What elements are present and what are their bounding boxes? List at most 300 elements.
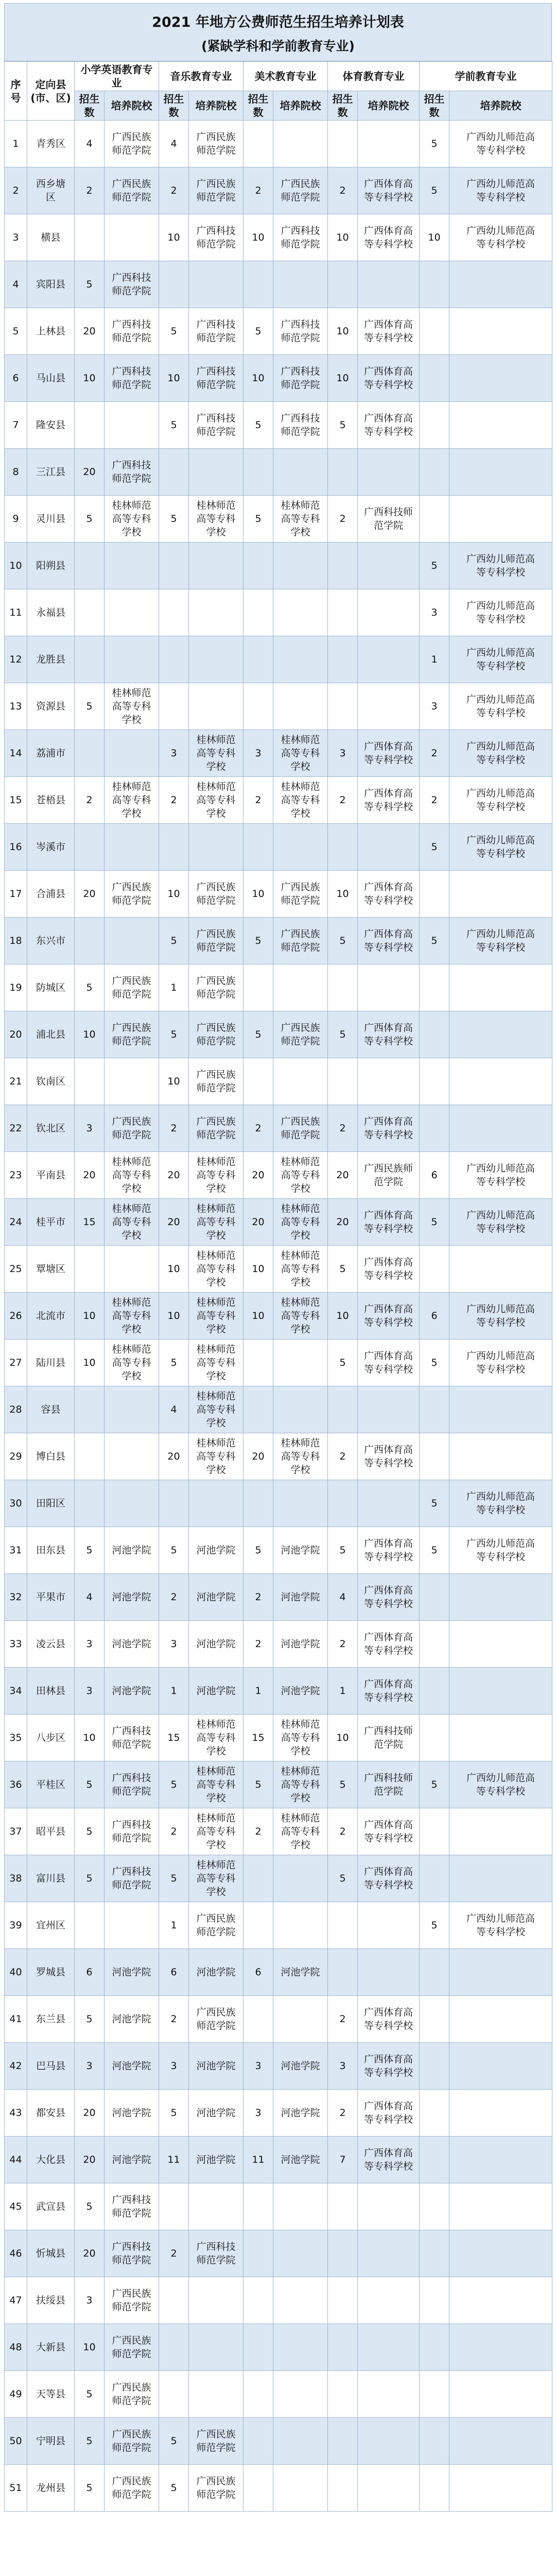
school-cell: 桂林师范 高等专科 学校 xyxy=(189,1152,244,1199)
table-row xyxy=(5,589,552,636)
row-number: 34 xyxy=(5,1668,27,1715)
school-cell xyxy=(189,2183,244,2230)
quota-cell: 20 xyxy=(159,1199,189,1246)
school-cell: 广西体育高 等专科学校 xyxy=(358,1855,420,1902)
school-cell xyxy=(449,1996,552,2043)
school-cell: 河池学院 xyxy=(105,1527,159,1574)
quota-cell: 7 xyxy=(328,2137,358,2183)
quota-cell xyxy=(244,2371,273,2418)
quota-cell: 2 xyxy=(328,1621,358,1668)
school-cell: 桂林师范 高等专科 学校 xyxy=(189,777,244,824)
quota-cell: 20 xyxy=(244,1433,273,1480)
school-cell xyxy=(449,449,552,496)
header-school: 培养院校 xyxy=(273,91,328,121)
school-cell: 河池学院 xyxy=(105,1949,159,1996)
quota-cell xyxy=(420,1058,449,1105)
quota-cell: 3 xyxy=(328,2043,358,2090)
quota-cell xyxy=(75,730,105,777)
school-cell: 广西科技 师范学院 xyxy=(105,308,159,355)
school-cell: 广西民族 师范学院 xyxy=(189,121,244,167)
quota-cell: 5 xyxy=(75,2371,105,2418)
school-cell: 桂林师范 高等专科 学校 xyxy=(273,496,328,543)
quota-cell xyxy=(328,2277,358,2324)
school-cell xyxy=(358,2371,420,2418)
school-cell xyxy=(105,1386,159,1433)
plan-table-body xyxy=(5,121,552,2512)
quota-cell xyxy=(244,589,273,636)
table-row xyxy=(5,1574,552,1621)
table-row xyxy=(5,1527,552,1574)
quota-cell xyxy=(244,261,273,308)
header-quota: 招生数 xyxy=(328,91,358,121)
school-cell xyxy=(449,2043,552,2090)
quota-cell: 6 xyxy=(420,1152,449,1199)
school-cell: 广西体育高 等专科学校 xyxy=(358,1574,420,1621)
school-cell xyxy=(273,543,328,589)
quota-cell: 4 xyxy=(328,1574,358,1621)
quota-cell: 5 xyxy=(328,1011,358,1058)
quota-cell: 20 xyxy=(75,2230,105,2277)
row-number: 39 xyxy=(5,1902,27,1949)
table-row xyxy=(5,2090,552,2137)
quota-cell: 5 xyxy=(244,308,273,355)
quota-cell: 6 xyxy=(75,1949,105,1996)
school-cell: 河池学院 xyxy=(189,2090,244,2137)
quota-cell: 1 xyxy=(328,1668,358,1715)
quota-cell xyxy=(420,1668,449,1715)
region-cell: 凌云县 xyxy=(27,1621,75,1668)
quota-cell: 10 xyxy=(75,1715,105,1761)
school-cell: 桂林师范 高等专科 学校 xyxy=(189,1386,244,1433)
quota-cell xyxy=(328,824,358,871)
school-cell xyxy=(449,496,552,543)
quota-cell: 3 xyxy=(420,589,449,636)
plan-table xyxy=(4,61,552,2512)
school-cell: 广西民族 师范学院 xyxy=(105,167,159,214)
region-cell: 大化县 xyxy=(27,2137,75,2183)
school-cell: 广西幼儿师范高 等专科学校 xyxy=(449,683,552,730)
header-quota: 招生数 xyxy=(159,91,189,121)
quota-cell: 1 xyxy=(244,1668,273,1715)
quota-cell xyxy=(420,2230,449,2277)
school-cell xyxy=(449,1574,552,1621)
school-cell xyxy=(273,2371,328,2418)
quota-cell: 10 xyxy=(244,214,273,261)
school-cell: 河池学院 xyxy=(105,2137,159,2183)
header-quota: 招生数 xyxy=(75,91,105,121)
region-cell: 浦北县 xyxy=(27,1011,75,1058)
school-cell xyxy=(449,964,552,1011)
school-cell: 广西民族 师范学院 xyxy=(189,1011,244,1058)
quota-cell: 5 xyxy=(420,1480,449,1527)
quota-cell xyxy=(244,2324,273,2371)
header-school: 培养院校 xyxy=(358,91,420,121)
quota-cell xyxy=(420,496,449,543)
school-cell xyxy=(189,2277,244,2324)
quota-cell: 5 xyxy=(159,1761,189,1808)
school-cell: 广西民族 师范学院 xyxy=(105,1105,159,1152)
quota-cell: 5 xyxy=(159,1011,189,1058)
school-cell xyxy=(449,1105,552,1152)
school-cell: 广西科技 师范学院 xyxy=(189,355,244,402)
school-cell: 广西体育高 等专科学校 xyxy=(358,1105,420,1152)
title-bar xyxy=(4,3,552,61)
school-cell: 河池学院 xyxy=(105,1621,159,1668)
quota-cell xyxy=(159,683,189,730)
table-row xyxy=(5,261,552,308)
header-quota: 招生数 xyxy=(244,91,273,121)
quota-cell: 2 xyxy=(244,777,273,824)
quota-cell: 5 xyxy=(420,121,449,167)
school-cell: 广西体育高 等专科学校 xyxy=(358,1340,420,1386)
school-cell xyxy=(449,2465,552,2512)
school-cell: 广西科技 师范学院 xyxy=(189,308,244,355)
quota-cell: 3 xyxy=(75,2277,105,2324)
table-row xyxy=(5,918,552,964)
school-cell: 广西民族 师范学院 xyxy=(105,2465,159,2512)
quota-cell: 11 xyxy=(244,2137,273,2183)
quota-cell: 20 xyxy=(75,871,105,918)
school-cell: 桂林师范 高等专科 学校 xyxy=(273,1761,328,1808)
row-number: 1 xyxy=(5,121,27,167)
school-cell xyxy=(358,589,420,636)
table-row xyxy=(5,1058,552,1105)
quota-cell: 5 xyxy=(75,1808,105,1855)
school-cell: 广西体育高 等专科学校 xyxy=(358,2043,420,2090)
school-cell xyxy=(105,214,159,261)
school-cell xyxy=(449,2371,552,2418)
school-cell: 广西体育高 等专科学校 xyxy=(358,1808,420,1855)
school-cell: 广西民族 师范学院 xyxy=(273,167,328,214)
quota-cell xyxy=(328,2183,358,2230)
school-cell: 广西幼儿师范高 等专科学校 xyxy=(449,1902,552,1949)
quota-cell: 2 xyxy=(159,2230,189,2277)
school-cell xyxy=(273,449,328,496)
quota-cell: 2 xyxy=(328,2090,358,2137)
quota-cell: 5 xyxy=(328,1761,358,1808)
school-cell xyxy=(105,543,159,589)
row-number: 12 xyxy=(5,636,27,683)
school-cell: 广西幼儿师范高 等专科学校 xyxy=(449,121,552,167)
school-cell: 广西民族师 范学院 xyxy=(358,1152,420,1199)
quota-cell: 5 xyxy=(75,683,105,730)
school-cell xyxy=(449,1058,552,1105)
quota-cell: 6 xyxy=(244,1949,273,1996)
school-cell: 广西体育高 等专科学校 xyxy=(358,2090,420,2137)
school-cell xyxy=(358,964,420,1011)
row-number: 42 xyxy=(5,2043,27,2090)
quota-cell xyxy=(420,1105,449,1152)
region-cell: 扶绥县 xyxy=(27,2277,75,2324)
table-row xyxy=(5,543,552,589)
row-number: 33 xyxy=(5,1621,27,1668)
quota-cell xyxy=(420,1621,449,1668)
row-number: 2 xyxy=(5,167,27,214)
quota-cell xyxy=(328,683,358,730)
row-number: 46 xyxy=(5,2230,27,2277)
region-cell: 资源县 xyxy=(27,683,75,730)
quota-cell: 2 xyxy=(159,1996,189,2043)
quota-cell xyxy=(75,824,105,871)
school-cell: 河池学院 xyxy=(189,1621,244,1668)
school-cell: 桂林师范 高等专科 学校 xyxy=(189,1293,244,1340)
row-number: 32 xyxy=(5,1574,27,1621)
region-cell: 阳朔县 xyxy=(27,543,75,589)
quota-cell: 3 xyxy=(75,2043,105,2090)
region-cell: 平桂区 xyxy=(27,1761,75,1808)
quota-cell xyxy=(159,543,189,589)
row-number: 31 xyxy=(5,1527,27,1574)
region-cell: 西乡塘 区 xyxy=(27,167,75,214)
quota-cell: 5 xyxy=(159,496,189,543)
school-cell xyxy=(105,1433,159,1480)
region-cell: 容县 xyxy=(27,1386,75,1433)
quota-cell xyxy=(328,1480,358,1527)
school-cell: 桂林师范 高等专科 学校 xyxy=(273,1293,328,1340)
school-cell xyxy=(449,1621,552,1668)
school-cell xyxy=(273,589,328,636)
school-cell: 广西体育高 等专科学校 xyxy=(358,1527,420,1574)
quota-cell xyxy=(244,1902,273,1949)
quota-cell: 5 xyxy=(75,1527,105,1574)
school-cell xyxy=(189,1480,244,1527)
table-row xyxy=(5,1621,552,1668)
school-cell xyxy=(449,871,552,918)
quota-cell: 11 xyxy=(159,2137,189,2183)
school-cell: 广西体育高 等专科学校 xyxy=(358,1199,420,1246)
school-cell xyxy=(105,1246,159,1293)
school-cell xyxy=(449,2090,552,2137)
header-group-art: 美术教育专业 xyxy=(244,62,328,91)
quota-cell xyxy=(328,589,358,636)
school-cell: 桂林师范 高等专科 学校 xyxy=(105,1340,159,1386)
quota-cell xyxy=(420,1855,449,1902)
school-cell: 桂林师范 高等专科 学校 xyxy=(105,496,159,543)
quota-cell: 2 xyxy=(244,1621,273,1668)
school-cell: 广西幼儿师范高 等专科学校 xyxy=(449,214,552,261)
table-row xyxy=(5,2137,552,2183)
school-cell: 广西体育高 等专科学校 xyxy=(358,214,420,261)
school-cell: 河池学院 xyxy=(273,1668,328,1715)
school-cell xyxy=(358,1480,420,1527)
school-cell: 河池学院 xyxy=(273,1527,328,1574)
school-cell: 广西幼儿师范高 等专科学校 xyxy=(449,636,552,683)
table-row xyxy=(5,2043,552,2090)
school-cell xyxy=(358,261,420,308)
row-number: 30 xyxy=(5,1480,27,1527)
school-cell xyxy=(189,261,244,308)
quota-cell xyxy=(75,543,105,589)
quota-cell: 20 xyxy=(75,2090,105,2137)
school-cell: 广西科技 师范学院 xyxy=(105,2183,159,2230)
region-cell: 荔浦市 xyxy=(27,730,75,777)
school-cell: 桂林师范 高等专科 学校 xyxy=(189,1340,244,1386)
region-cell: 都安县 xyxy=(27,2090,75,2137)
region-cell: 防城区 xyxy=(27,964,75,1011)
quota-cell xyxy=(420,1996,449,2043)
row-number: 48 xyxy=(5,2324,27,2371)
row-number: 35 xyxy=(5,1715,27,1761)
quota-cell xyxy=(328,449,358,496)
header-region: 定向县 (市、区) xyxy=(27,62,75,121)
region-cell: 隆安县 xyxy=(27,402,75,449)
table-row xyxy=(5,2465,552,2512)
school-cell: 广西民族 师范学院 xyxy=(189,1996,244,2043)
quota-cell: 1 xyxy=(420,636,449,683)
row-number: 37 xyxy=(5,1808,27,1855)
school-cell: 桂林师范 高等专科 学校 xyxy=(189,1761,244,1808)
table-row xyxy=(5,824,552,871)
table-row xyxy=(5,1340,552,1386)
school-cell: 桂林师范 高等专科 学校 xyxy=(273,1246,328,1293)
school-cell xyxy=(189,543,244,589)
table-row xyxy=(5,1715,552,1761)
region-cell: 大新县 xyxy=(27,2324,75,2371)
quota-cell xyxy=(420,402,449,449)
quota-cell xyxy=(244,543,273,589)
quota-cell xyxy=(75,589,105,636)
quota-cell: 3 xyxy=(420,683,449,730)
quota-cell: 3 xyxy=(159,730,189,777)
quota-cell: 5 xyxy=(328,918,358,964)
school-cell xyxy=(449,2183,552,2230)
school-cell: 桂林师范 高等专科 学校 xyxy=(273,777,328,824)
table-row xyxy=(5,1246,552,1293)
school-cell: 桂林师范 高等专科 学校 xyxy=(273,1715,328,1761)
header-group-pe: 体育教育专业 xyxy=(328,62,420,91)
school-cell xyxy=(449,1668,552,1715)
school-cell: 河池学院 xyxy=(273,2043,328,2090)
quota-cell xyxy=(328,1058,358,1105)
quota-cell: 10 xyxy=(159,1058,189,1105)
table-row xyxy=(5,449,552,496)
quota-cell: 5 xyxy=(328,1246,358,1293)
table-row xyxy=(5,1199,552,1246)
quota-cell: 5 xyxy=(328,1527,358,1574)
school-cell: 广西民族 师范学院 xyxy=(189,964,244,1011)
region-cell: 罗城县 xyxy=(27,1949,75,1996)
school-cell xyxy=(273,2183,328,2230)
region-cell: 平果市 xyxy=(27,1574,75,1621)
school-cell: 桂林师范 高等专科 学校 xyxy=(273,1199,328,1246)
quota-cell xyxy=(244,2183,273,2230)
school-cell: 广西幼儿师范高 等专科学校 xyxy=(449,1199,552,1246)
quota-cell xyxy=(75,214,105,261)
school-cell: 桂林师范 高等专科 学校 xyxy=(105,777,159,824)
quota-cell: 5 xyxy=(420,824,449,871)
quota-cell: 5 xyxy=(420,1902,449,1949)
school-cell: 广西科技 师范学院 xyxy=(105,261,159,308)
quota-cell xyxy=(328,261,358,308)
school-cell xyxy=(273,1058,328,1105)
quota-cell: 3 xyxy=(159,1621,189,1668)
school-cell xyxy=(273,824,328,871)
school-cell xyxy=(449,1433,552,1480)
quota-cell: 5 xyxy=(328,1340,358,1386)
quota-cell xyxy=(159,2277,189,2324)
row-number: 21 xyxy=(5,1058,27,1105)
school-cell: 广西民族 师范学院 xyxy=(105,2277,159,2324)
quota-cell xyxy=(420,1011,449,1058)
quota-cell: 10 xyxy=(75,355,105,402)
school-cell: 广西民族 师范学院 xyxy=(105,871,159,918)
quota-cell: 2 xyxy=(244,167,273,214)
school-cell: 河池学院 xyxy=(189,2043,244,2090)
quota-cell: 5 xyxy=(75,1996,105,2043)
quota-cell xyxy=(75,1058,105,1105)
table-row xyxy=(5,2183,552,2230)
school-cell xyxy=(358,2183,420,2230)
quota-cell xyxy=(159,2183,189,2230)
quota-cell xyxy=(244,824,273,871)
quota-cell xyxy=(328,2418,358,2465)
school-cell xyxy=(358,683,420,730)
school-cell xyxy=(189,636,244,683)
region-cell: 苍梧县 xyxy=(27,777,75,824)
row-number: 6 xyxy=(5,355,27,402)
quota-cell xyxy=(244,1996,273,2043)
quota-cell: 2 xyxy=(328,1808,358,1855)
school-cell: 广西体育高 等专科学校 xyxy=(358,1011,420,1058)
school-cell: 广西体育高 等专科学校 xyxy=(358,777,420,824)
quota-cell: 10 xyxy=(75,1293,105,1340)
school-cell xyxy=(449,2277,552,2324)
quota-cell: 15 xyxy=(244,1715,273,1761)
region-cell: 富川县 xyxy=(27,1855,75,1902)
region-cell: 北流市 xyxy=(27,1293,75,1340)
document-page xyxy=(4,3,552,2512)
school-cell xyxy=(358,543,420,589)
quota-cell: 5 xyxy=(159,308,189,355)
school-cell: 桂林师范 高等专科 学校 xyxy=(189,1246,244,1293)
quota-cell xyxy=(75,1386,105,1433)
quota-cell: 5 xyxy=(328,1855,358,1902)
school-cell xyxy=(273,2418,328,2465)
quota-cell xyxy=(244,2277,273,2324)
table-row xyxy=(5,1949,552,1996)
quota-cell: 3 xyxy=(244,2043,273,2090)
school-cell xyxy=(105,730,159,777)
header-group-music: 音乐教育专业 xyxy=(159,62,244,91)
school-cell xyxy=(273,1386,328,1433)
school-cell xyxy=(105,1902,159,1949)
school-cell: 广西科技 师范学院 xyxy=(273,355,328,402)
school-cell: 广西幼儿师范高 等专科学校 xyxy=(449,1480,552,1527)
school-cell: 广西民族 师范学院 xyxy=(189,167,244,214)
quota-cell xyxy=(420,1574,449,1621)
quota-cell xyxy=(244,683,273,730)
region-cell: 巴马县 xyxy=(27,2043,75,2090)
school-cell: 广西民族 师范学院 xyxy=(189,1105,244,1152)
school-cell xyxy=(273,2277,328,2324)
table-row xyxy=(5,730,552,777)
quota-cell xyxy=(244,2465,273,2512)
header-school: 培养院校 xyxy=(189,91,244,121)
quota-cell xyxy=(328,121,358,167)
school-cell: 广西科技 师范学院 xyxy=(189,402,244,449)
school-cell: 桂林师范 高等专科 学校 xyxy=(105,683,159,730)
row-number: 28 xyxy=(5,1386,27,1433)
region-cell: 横县 xyxy=(27,214,75,261)
school-cell: 广西民族 师范学院 xyxy=(105,1011,159,1058)
quota-cell xyxy=(328,1902,358,1949)
quota-cell xyxy=(159,261,189,308)
quota-cell xyxy=(328,964,358,1011)
header-group-preschool: 学前教育专业 xyxy=(420,62,552,91)
quota-cell xyxy=(159,824,189,871)
quota-cell xyxy=(244,1386,273,1433)
quota-cell xyxy=(420,1715,449,1761)
